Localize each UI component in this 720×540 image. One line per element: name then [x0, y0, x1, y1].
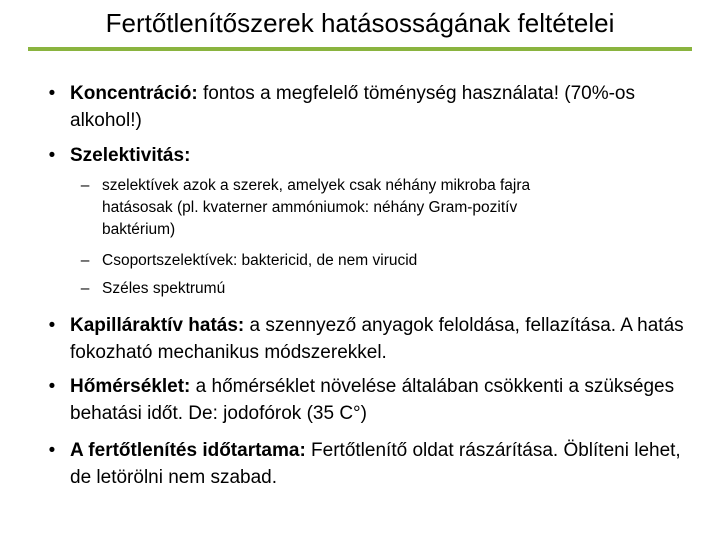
bullet-text: fontos a megfelelő töménység használata! (70%-os alkohol!)	[70, 83, 636, 131]
bullet-text: Fertőtlenítő oldat rászárítása. Öblíteni lehet, de letörölni nem szabad.	[70, 440, 681, 488]
sub-bullet-szeles-spektrumu	[80, 278, 532, 300]
bullet-koncentracio	[48, 80, 700, 134]
sub-bullet-szelektivek	[80, 175, 532, 241]
sub-bullet-text: Széles spektrumú	[102, 280, 226, 297]
bullet-term: Koncentráció:	[70, 83, 198, 104]
bullet-idotartam	[48, 437, 700, 491]
bullet-homerseklet	[48, 373, 700, 427]
bullet-term: Hőmérséklet:	[70, 376, 191, 397]
bullet-term: Kapilláraktív hatás:	[70, 315, 245, 336]
bullet-icon: •	[48, 376, 56, 397]
bullet-icon: •	[48, 145, 56, 166]
bullet-icon: •	[48, 83, 56, 104]
slide-title: Fertőtlenítőszerek hatásosságának feltételei	[105, 8, 615, 38]
bullet-szelektivitas	[48, 142, 700, 169]
sub-bullet-text: szelektívek azok a szerek, amelyek csak néhány mikroba fajra hatásosak (pl. kvaterner ammóniumok: néhány Gram-pozitív baktérium)	[102, 177, 531, 238]
bullet-icon: •	[48, 315, 56, 336]
dash-icon: –	[80, 177, 90, 194]
bullet-term: Szelektivitás:	[70, 145, 191, 166]
dash-icon: –	[80, 252, 90, 269]
bullet-icon: •	[48, 440, 56, 461]
dash-icon: –	[80, 280, 90, 297]
sub-bullet-text: Csoportszelektívek: baktericid, de nem virucid	[102, 252, 418, 269]
bullet-text: a hőmérséklet növelése általában csökkenti a szükséges behatási időt. De: jodofórok (35 C°)	[70, 376, 675, 424]
bullet-term: A fertőtlenítés időtartama:	[70, 440, 306, 461]
bullet-text: a szennyező anyagok feloldása, fellazítása. A hatás fokozható mechanikus módszerekkel.	[70, 315, 684, 363]
sub-bullet-csoportszelektivek	[80, 250, 532, 272]
bullet-kapillaraktiv	[48, 312, 700, 366]
